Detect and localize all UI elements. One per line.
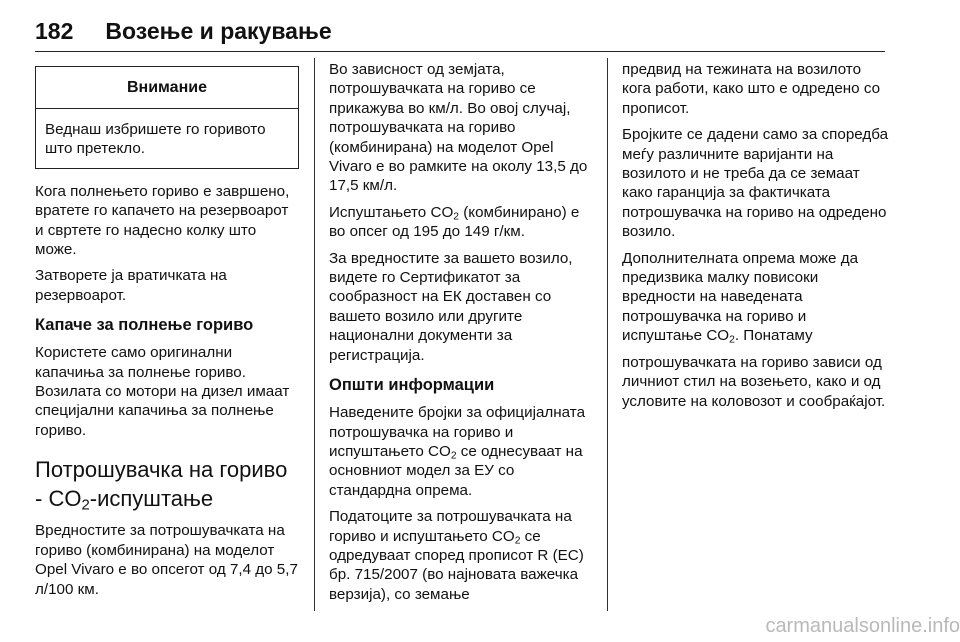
paragraph: Податоците за потрошувачката на гориво и испуштањето $CO_2$ се одредуваат според прописот R (EC) бр. 715/2007 (во најновата важечка верзија), со земање: [329, 508, 584, 603]
column-divider-1: [314, 58, 315, 611]
paragraph: Користете само оригинални капачиња за полнење гориво. Возилата со мотори на дизел имаат специјални капачиња за полнење гориво.: [35, 344, 290, 439]
paragraph: Затворете ја вратичката на резервоарот.: [35, 267, 227, 304]
column-divider-2: [607, 58, 608, 611]
watermark: carmanualsonline.info: [765, 615, 960, 637]
heading-fuel-consumption: Потрошувачка на гориво - $CO_2$-испуштање: [35, 457, 288, 515]
warning-text: Веднаш избришете го горивото што претекло.: [45, 121, 266, 158]
paragraph: Во зависност од земјата, потрошувачката на гориво се прикажува во км/л. Во овој случај, потрошувачката на гориво (комбинирана) на моделот Opel Vivaro е во рамките на околу 13,5 до 17,5 км/л.: [329, 61, 588, 195]
page-header: [35, 15, 885, 52]
warning-title: Внимание: [36, 67, 298, 109]
paragraph: предвид на тежината на возилото кога работи, како што е одредено со прописот.: [622, 61, 881, 117]
paragraph: Дополнителната опрема може да предизвика малку повисоки вредности на наведената потрошувачка на гориво и испуштање $CO_2$. Понатаму: [622, 249, 859, 346]
section-title: Возење и ракување: [105, 18, 332, 44]
paragraph: потрошувачката на гориво зависи од личниот стил на возењето, како и од условите на коловозот и сообраќајот.: [622, 353, 886, 410]
paragraph: За вредностите за вашето возило, видете го Сертификатот за сообразност на ЕК доставен со вашето возило или другите национални документи за регистрација.: [329, 249, 573, 364]
paragraph: Бројките се дадени само за споредба меѓу различните варијанти на возилото и не треба да се земаат како гаранција за фактичката потрошувачка на гориво на одредено возило.: [622, 126, 889, 241]
column-3: [622, 60, 890, 418]
page-number: 182: [35, 18, 74, 44]
paragraph: Кога полнењето гориво е завршено, вратете го капачето на резервоарот и свртете го надесно колку што може.: [35, 182, 290, 259]
warning-box: [35, 66, 299, 169]
paragraph: Вредностите за потрошувачката на гориво (комбинирана) на моделот Opel Vivaro е во опсегот од 7,4 до 5,7 л/100 км.: [35, 522, 298, 598]
paragraph: Испуштањето $CO_2$ (комбинирано) е во опсег од 195 до 149 г/км.: [329, 203, 580, 241]
column-1: [35, 60, 299, 606]
column-2: [329, 60, 597, 611]
subheading-fuel-cap: Капаче за полнење гориво: [35, 316, 254, 335]
subheading-general-info: Општи информации: [329, 376, 495, 395]
paragraph: Наведените бројки за официјалната потрошувачка на гориво и испуштањето $CO_2$ се однесуваат на основниот модел за ЕУ со стандардна опрема.: [329, 404, 586, 499]
